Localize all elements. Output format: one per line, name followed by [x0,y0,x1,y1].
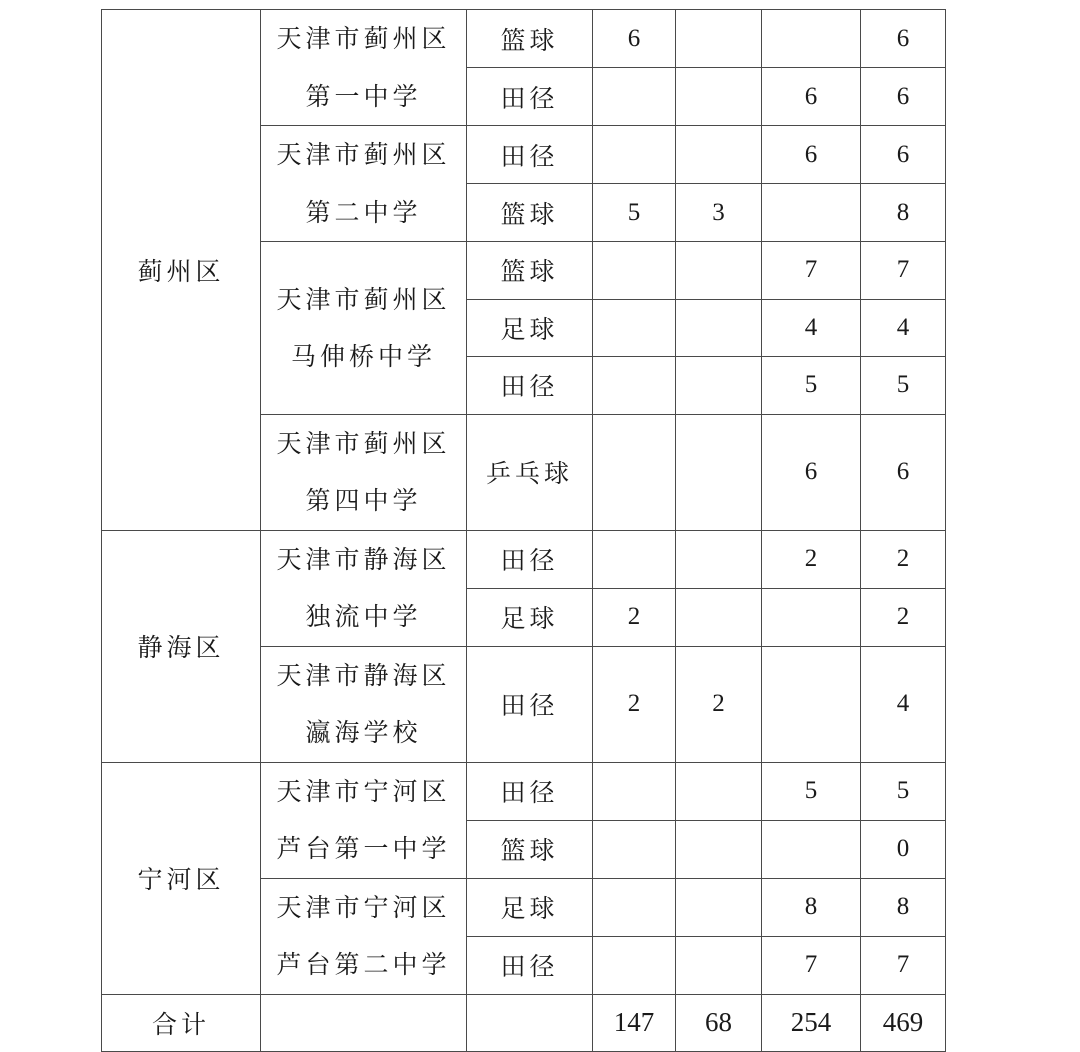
table-row [102,10,946,68]
total-label: 合计 [102,994,261,1052]
row-total: 2 [861,588,946,646]
count-col3: 5 [762,762,861,820]
school-name-line: 天津市静海区 [276,660,451,690]
school-name-line: 第一中学 [305,81,422,111]
sport-cell: 田径 [467,936,593,994]
school-name-line: 第二中学 [305,197,422,227]
count-col2 [676,878,762,936]
school-name-line: 芦台第二中学 [276,950,451,979]
school-name-line: 天津市蓟州区 [276,24,451,53]
count-col1 [593,530,676,588]
count-col1: 6 [593,10,676,68]
count-col3 [762,588,861,646]
count-col1 [593,242,676,300]
count-col2 [676,762,762,820]
school-cell [261,762,467,878]
row-total: 6 [861,414,946,530]
count-col3: 8 [762,878,861,936]
school-cell [261,126,467,242]
school-name-line: 天津市宁河区 [276,776,451,806]
row-total: 6 [861,126,946,184]
count-col1 [593,936,676,994]
count-col2 [676,530,762,588]
count-col3 [762,820,861,878]
count-col1 [593,878,676,936]
sport-cell: 足球 [467,299,593,357]
total-school-cell [261,994,467,1052]
count-col2: 3 [676,184,762,242]
count-col1 [593,357,676,415]
count-col2 [676,126,762,184]
count-col1 [593,299,676,357]
total-col2: 68 [676,994,762,1052]
count-col2 [676,242,762,300]
count-col3: 7 [762,936,861,994]
sport-cell: 田径 [467,646,593,762]
sport-cell: 田径 [467,762,593,820]
table-row [102,530,946,588]
row-total: 7 [861,936,946,994]
row-total: 2 [861,530,946,588]
count-col2 [676,414,762,530]
count-col3: 2 [762,530,861,588]
count-col3: 6 [762,68,861,126]
count-col3 [762,646,861,762]
count-col1 [593,414,676,530]
count-col2 [676,820,762,878]
school-name-line: 第四中学 [305,486,422,515]
school-name-line: 芦台第一中学 [276,834,451,863]
total-col3: 254 [762,994,861,1052]
count-col3 [762,10,861,68]
count-col1: 2 [593,588,676,646]
school-name-line: 瀛海学校 [305,718,422,747]
school-name-line: 天津市宁河区 [276,892,451,922]
sport-cell: 篮球 [467,820,593,878]
district-cell: 宁河区 [102,762,261,994]
row-total: 8 [861,878,946,936]
table-body [102,10,946,1052]
row-total: 4 [861,299,946,357]
school-name-line: 天津市静海区 [276,544,451,574]
row-total: 5 [861,762,946,820]
count-col2 [676,68,762,126]
district-cell: 静海区 [102,530,261,762]
sport-cell: 篮球 [467,10,593,68]
sport-cell: 篮球 [467,184,593,242]
count-col1 [593,126,676,184]
enrollment-table [101,9,946,1052]
count-col2 [676,936,762,994]
sport-cell: 田径 [467,68,593,126]
count-col2 [676,10,762,68]
count-col1: 2 [593,646,676,762]
count-col1: 5 [593,184,676,242]
school-name-line: 独流中学 [305,602,422,631]
count-col1 [593,820,676,878]
row-total: 6 [861,10,946,68]
count-col1 [593,762,676,820]
count-col2 [676,357,762,415]
count-col2: 2 [676,646,762,762]
count-col3: 7 [762,242,861,300]
school-cell [261,10,467,126]
row-total: 0 [861,820,946,878]
district-cell: 蓟州区 [102,10,261,531]
sport-cell: 田径 [467,126,593,184]
row-total: 6 [861,68,946,126]
school-cell [261,242,467,415]
sport-cell: 田径 [467,530,593,588]
count-col3: 6 [762,126,861,184]
school-cell [261,530,467,646]
row-total: 5 [861,357,946,415]
count-col2 [676,299,762,357]
count-col3: 6 [762,414,861,530]
row-total: 7 [861,242,946,300]
school-name-line: 天津市蓟州区 [276,140,451,169]
school-name-line: 天津市蓟州区 [276,284,451,314]
school-cell [261,414,467,530]
count-col2 [676,588,762,646]
sport-cell: 田径 [467,357,593,415]
total-sum: 469 [861,994,946,1052]
row-total: 4 [861,646,946,762]
total-col1: 147 [593,994,676,1052]
school-name-line: 天津市蓟州区 [276,428,451,458]
count-col3 [762,184,861,242]
sport-cell: 篮球 [467,242,593,300]
total-sport-cell [467,994,593,1052]
sport-cell: 足球 [467,878,593,936]
sport-cell: 足球 [467,588,593,646]
enrollment-table-wrapper [101,9,946,1052]
count-col3: 5 [762,357,861,415]
school-cell [261,878,467,994]
table-row [102,762,946,820]
count-col3: 4 [762,299,861,357]
school-cell [261,646,467,762]
row-total: 8 [861,184,946,242]
total-row [102,994,946,1052]
count-col1 [593,68,676,126]
sport-cell: 乒乓球 [467,414,593,530]
school-name-line: 马伸桥中学 [290,341,436,371]
